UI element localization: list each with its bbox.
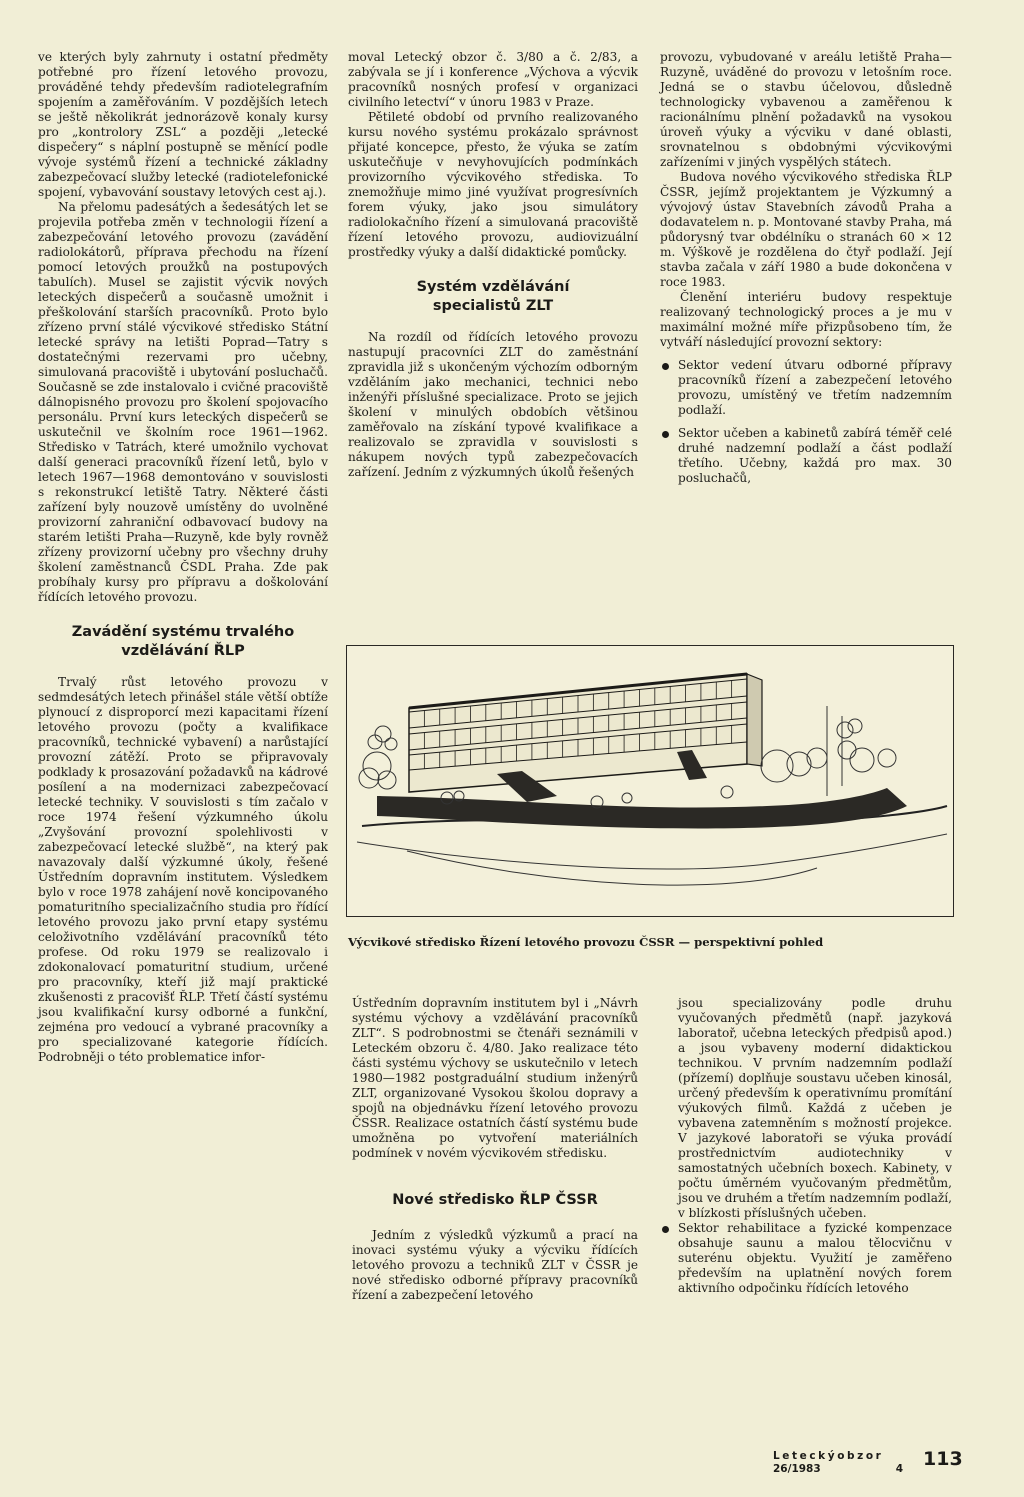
col1-paragraph-1: ve kterých byly zahrnuty i ostatní předměty potřebné pro řízení letového provozu, prováděné tehdy především radiotelegrafním spojením a zaměřováním. V pozdějších letech se ještě několikrát jednorázově konaly kursy pro „kontrolory ZSL“ a později „letecké dispečery“ s náplní postupně se měnící podle vývoje systémů řízení a technické základny zabezpečovací služby letecké (radiotelefonické spojení, vybavování soustavy letových cest aj.). [38,50,328,199]
issue-number: 4 [895,1463,903,1475]
col2b-paragraph-1: Ústředním dopravním institutem byl i „Návrh systému výchovy a vzdělávání pracovníků ZLT“. S podrobnostmi se čtenáři seznámili v Leteckém obzoru č. 4/80. Jako realizace této části systému výchovy se uskutečnilo v letech 1980—1982 postgraduální studium inženýrů ZLT, organizované Vysokou školou dopravy a spojů na objednávku řízení letového provozu ČSSR. Realizace ostatních částí systému bude umožněna po vytvoření materiálních podmínek v novém výcvikovém středisku. [352,996,638,1160]
col1-paragraph-2: Na přelomu padesátých a šedesátých let se projevila potřeba změn v technologii řízení a zabezpečování letového provozu (zavádění radiolokátorů, příprava přechodu na řízení pomocí letových proužků na postupových tabulích). Musel se zajistit výcvik nových leteckých dispečerů a současně umožnit i přeškolování starších pracovníků. Proto bylo zřízeno první stálé výcvikové středisko Státní letecké správy na letišti Poprad—Tatry s dostatečnými rezervami pro učebny, simulovaná pracoviště i ubytování posluchačů. Současně se zde instalovalo i cvičné pracoviště dálnopisného provozu pro školení spojovacího personálu. První kurs leteckých dispečerů se uskutečnil ve školním roce 1961—1962. Středisko v Tatrách, které umožnilo vychovat další generaci pracovníků řízení letů, bylo v letech 1967—1968 demontováno v souvislosti s rekonstrukcí letiště Tatry. Některé části zařízení byly nouzově umístěny do uvolněné provizorní zahraniční odbavovací budovy na starém letišti Praha—Ruzyně, kde byly rovněž zřízeny provizorní učebny pro všechny druhy školení zaměstnanců ČSDL Praha. Zde pak probíhaly kursy pro přípravu a doškolování řídících letového provozu. [38,200,328,604]
heading-nove-stredisko: Nové středisko ŘLP ČSSR [392,1192,598,1208]
column-3-top [660,50,952,486]
building-perspective-drawing [347,646,953,916]
sector-item-vedeni: Sektor vedení útvaru odborné přípravy pracovníků řízení a zabezpečení letového provozu, umístěný ve třetím nadzemním podlaží. [660,358,952,418]
figure-caption: Výcvikové středisko Řízení letového provozu ČSSR — perspektivní pohled [348,935,824,949]
issue-year: 26/1983 [773,1463,821,1475]
sector-item-rehabilitace: Sektor rehabilitace a fyzické kompenzace obsahuje saunu a malou tělocvičnu v suterénu objektu. Využití je zaměřeno především na uplatnění nových forem aktivního odpočinku řídících letového [660,1221,952,1296]
column-3-bottom [660,996,952,1296]
column-2-top [348,50,638,480]
sector-list [660,358,952,486]
col3-paragraph-1: provozu, vybudované v areálu letiště Praha—Ruzyně, uváděné do provozu v letošním roce. Jedná se o stavbu účelovou, důsledně technologicky vybavenou a zaměřenou k racionálnímu plnění požadavků na vysokou úroveň výuky a výcviku v dané oblasti, srovnatelnou s obdobnými výcvikovými zařízeními v jiných vyspělých státech. [660,50,952,169]
heading-system-vzdelavani: Systém vzdělávání specialistů ZLT [416,279,570,314]
col2-paragraph-2: Pětileté období od prvního realizovaného kursu nového systému prokázalo správnost přijaté koncepce, přesto, že výuka se zatím uskutečňuje v nevyhovujících podmínkách provizorního výcvikového střediska. To znemožňuje mimo jiné využívat progresívních forem výuky, jako jsou simulátory radiolokačního řízení a simulovaná pracoviště řízení letového provozu, audiovizuální prostředky výuky a další didaktické pomůcky. [348,110,638,259]
sector-list-2 [660,1221,952,1296]
page-number: 113 [923,1448,963,1470]
column-1 [38,50,328,1065]
col1-paragraph-3: Trvalý růst letového provozu v sedmdesátých letech přinášel stále větší obtíže plynoucí z disproporcí mezi kapacitami řízení letového provozu (počty a kvalifikace pracovníků, technické vybavení) a narůstající provozní zátěží. Proto se připravovaly podklady k prosazování požadavků na kádrové posílení a na modernizaci zabezpečovací letecké techniky. V souvislosti s tím začalo v roce 1974 řešení výzkumného úkolu „Zvyšování provozní spolehlivosti v zabezpečovací letecké službě“, na který pak navazovaly další výzkumné úkoly, řešené Ústředním dopravním institutem. Výsledkem bylo v roce 1978 zahájení nově koncipovaného pomaturitního specializačního studia pro řídící letového provozu jako první etapy systému celoživotního vzdělávání pracovníků této profese. Od roku 1979 se realizovalo i zdokonalovací pomaturitní studium, určené pro pracovníky, kteří již mají praktické zkušenosti z pracovišť ŘLP. Třetí částí systému jsou kvalifikační kursy odborné a funkční, zejména pro vedoucí a vybrané pracovníky a pro specializované kategorie řídících. Podrobněji o této problematice infor- [38,675,328,1064]
col3-paragraph-3: Členění interiéru budovy respektuje realizovaný technologický proces a je mu v maximální možné míře přizpůsobeno tím, že vytváří následující provozní sektory: [660,290,952,349]
col2-paragraph-3: Na rozdíl od řídících letového provozu nastupují pracovníci ZLT do zaměstnání zpravidla již s ukončeným výchozím odborným vzděláním jako mechanici, technici nebo inženýři příslušné specializace. Proto se jejich školení v minulých obdobích většinou zaměřovalo na získání typové kvalifikace a realizovalo se zpravidla v souvislosti s nákupem nových typů zabezpečovacích zařízení. Jedním z výzkumných úkolů řešených [348,330,638,479]
building-illustration [346,645,954,917]
col3b-paragraph-1: jsou specializovány podle druhu vyučovaných předmětů (např. jazyková laboratoř, učebna leteckých předpisů apod.) a jsou vybaveny moderní didaktickou technikou. V prvním nadzemním podlaží (přízemí) doplňuje soustavu učeben kinosál, určený především k operativnímu promítání výukových filmů. Každá z učeben je vybavena zatemněním s možností projekce. V jazykové laboratoři se výuka provádí prostřednictvím audiotechniky v samostatných učebních boxech. Kabinety, v počtu úměrném vyučovaným předmětům, jsou ve druhém a třetím nadzemním podlaží, v blízkosti příslušných učeben. [678,996,952,1220]
col2b-paragraph-2: Jedním z výsledků výzkumů a prací na inovaci systému výuky a výcviku řídících letového provozu a techniků ZLT v ČSSR je nové středisko odborné přípravy pracovníků řízení a zabezpečení letového [352,1228,638,1302]
col3-paragraph-2: Budova nového výcvikového střediska ŘLP ČSSR, jejímž projektantem je Výzkumný a vývojový ústav Stavebních závodů Praha a dodavatelem n. p. Montované stavby Praha, má půdorysný tvar obdélníku o stranách 60 × 12 m. Výškově je rozdělena do čtyř podlaží. Její stavba začala v září 1980 a bude dokončena v roce 1983. [660,170,952,289]
column-2-bottom [352,996,638,1303]
col2-paragraph-1: moval Letecký obzor č. 3/80 a č. 2/83, a zabývala se jí i konference „Výchova a výcvik pracovníků nosných profesí v organizaci civilního letectví“ v únoru 1983 v Praze. [348,50,638,109]
magazine-name: Leteckýobzor [773,1450,884,1462]
magazine-footer [773,1450,903,1475]
heading-zavadeni-systemu: Zavádění systému trvalého vzdělávání ŘLP [71,624,295,659]
sector-item-uceben: Sektor učeben a kabinetů zabírá téměř celé druhé nadzemní podlaží a část podlaží třetího. Učebny, každá pro max. 30 posluchačů, [660,426,952,486]
